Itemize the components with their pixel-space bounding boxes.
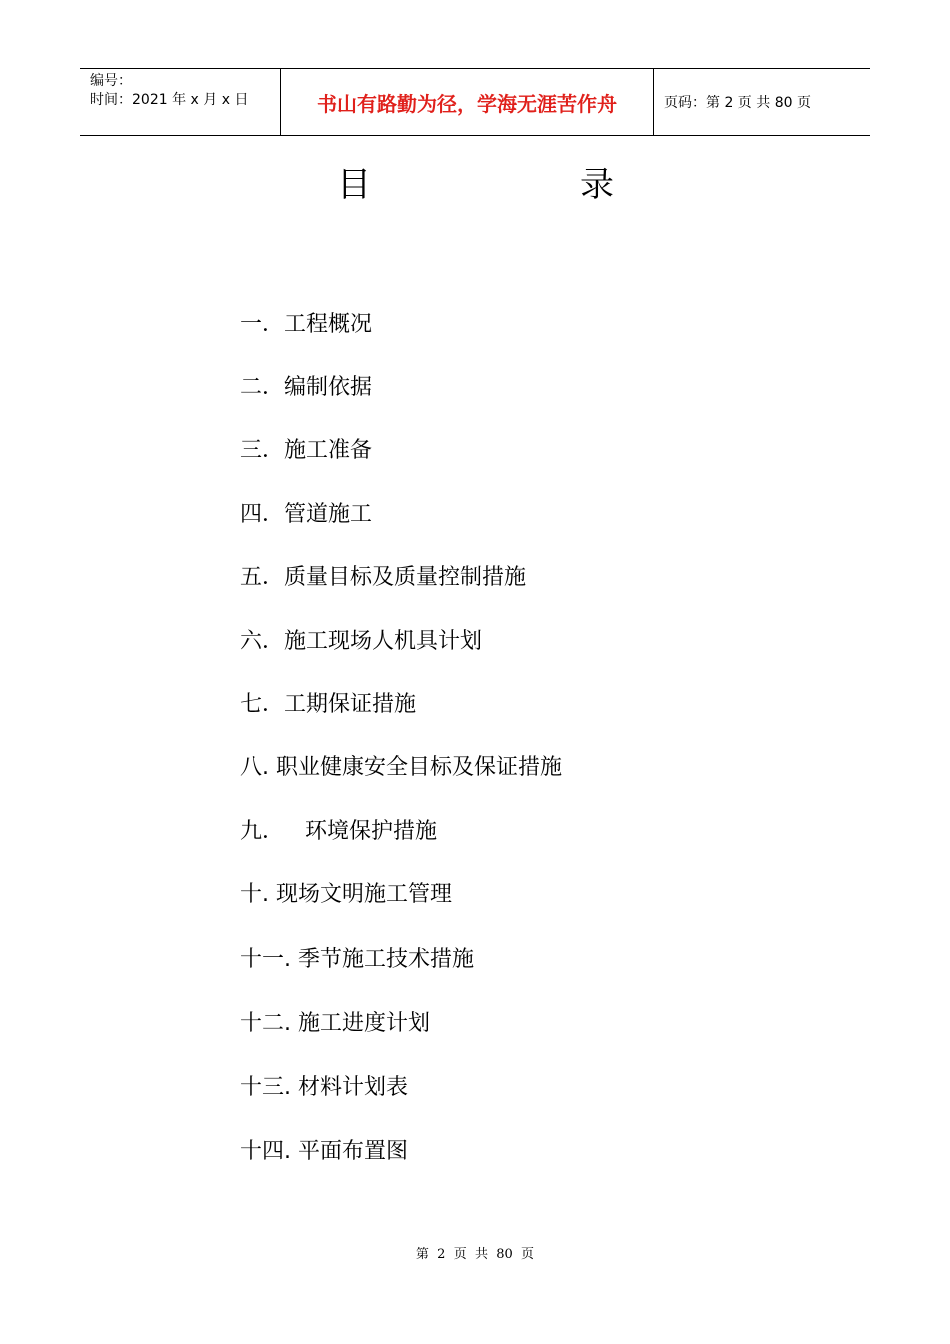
header-motto: 书山有路勤为径，学海无涯苦作舟 (317, 91, 617, 116)
page-title (0, 160, 950, 210)
header-page-cell (654, 69, 870, 135)
toc-item: 十. 现场文明施工管理 (240, 882, 452, 907)
toc-item: 十三. 材料计划表 (240, 1075, 408, 1100)
toc-item: 六．施工现场人机具计划 (240, 629, 483, 654)
toc-item: 九． 环境保护措施 (240, 819, 437, 844)
toc-item: 七．工期保证措施 (240, 692, 417, 717)
toc-item: 二．编制依据 (240, 375, 373, 400)
toc-item: 八. 职业健康安全目标及保证措施 (240, 755, 562, 780)
toc-item: 十二. 施工进度计划 (240, 1011, 430, 1036)
toc-item: 三．施工准备 (240, 438, 373, 463)
page-footer: 第 2 页 共 80 页 (415, 1247, 535, 1262)
toc-item: 十一. 季节施工技术措施 (240, 947, 474, 972)
title-char-2: 录 (580, 165, 614, 205)
document-number-label: 编号： (90, 73, 132, 89)
document-date-label: 时间：2021 年 x 月 x 日 (90, 92, 249, 108)
header-motto-cell (281, 69, 654, 135)
header-meta-cell (80, 69, 281, 135)
toc-item: 四．管道施工 (240, 502, 373, 527)
toc-item: 十四. 平面布置图 (240, 1139, 408, 1164)
toc-item: 五．质量目标及质量控制措施 (240, 565, 527, 590)
title-char-1: 目 (337, 165, 371, 205)
page-header (80, 68, 870, 136)
toc-item: 一．工程概况 (240, 312, 373, 337)
header-page-info: 页码：第 2 页 共 80 页 (664, 95, 811, 111)
